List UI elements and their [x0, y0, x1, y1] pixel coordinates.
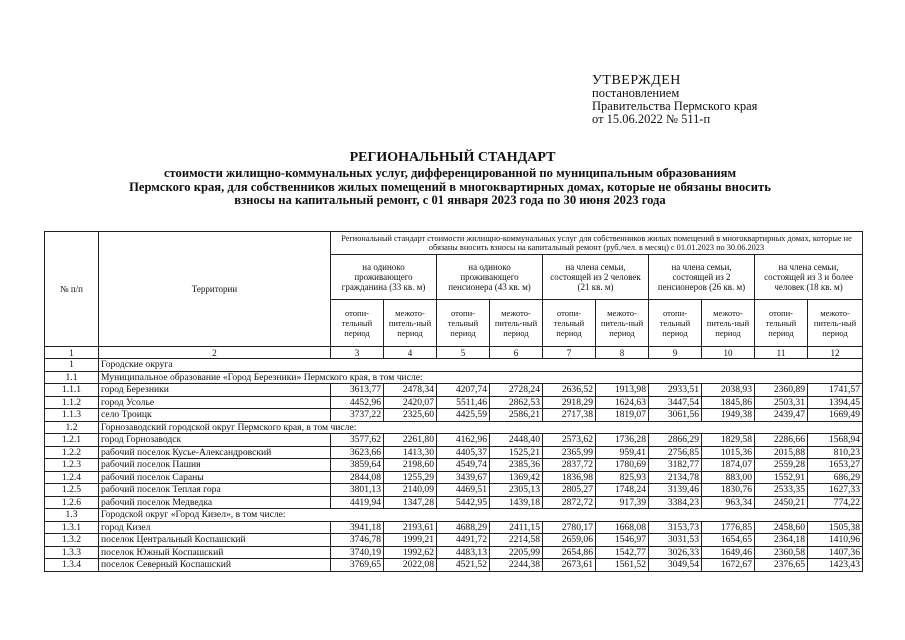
cost-value: 825,93: [596, 471, 649, 484]
cost-value: 2805,27: [543, 484, 596, 497]
column-number: 9: [649, 347, 702, 359]
territory-name: Городские округа: [99, 359, 863, 372]
cost-value: 1653,27: [808, 459, 863, 472]
cost-value: 1836,98: [543, 471, 596, 484]
cost-value: 1830,76: [702, 484, 755, 497]
cost-value: 2420,07: [384, 396, 437, 409]
cost-value: 1748,24: [596, 484, 649, 497]
row-number: 1.3.1: [45, 521, 99, 534]
cost-value: 4405,37: [437, 446, 490, 459]
header-group-3: на члена семьи, состоящей из 2 человек (21 кв. м): [543, 255, 649, 300]
cost-value: 2728,24: [490, 384, 543, 397]
cost-value: 1819,07: [596, 409, 649, 422]
row-number: 1: [45, 359, 99, 372]
cost-value: 2360,89: [755, 384, 808, 397]
row-number: 1.3: [45, 509, 99, 522]
row-number: 1.2.3: [45, 459, 99, 472]
cost-value: 2198,60: [384, 459, 437, 472]
cost-value: 2503,31: [755, 396, 808, 409]
table-row: [45, 496, 863, 509]
cost-value: 1668,08: [596, 521, 649, 534]
cost-value: 2022,08: [384, 559, 437, 572]
header-heating-period: отопи-тельный период: [437, 300, 490, 347]
cost-value: 1015,36: [702, 446, 755, 459]
cost-value: 2933,51: [649, 384, 702, 397]
column-number: 2: [99, 347, 331, 359]
row-number: 1.1.1: [45, 384, 99, 397]
cost-value: 2385,36: [490, 459, 543, 472]
cost-value: 1845,86: [702, 396, 755, 409]
table-row: [45, 421, 863, 434]
cost-value: 3031,53: [649, 534, 702, 547]
cost-value: 3139,46: [649, 484, 702, 497]
header-heating-period: отопи-тельный период: [543, 300, 596, 347]
approval-line1: УТВЕРЖДЕН: [592, 73, 681, 88]
cost-value: 2559,28: [755, 459, 808, 472]
cost-value: 2411,15: [490, 521, 543, 534]
cost-value: 3801,13: [331, 484, 384, 497]
cost-value: 1525,21: [490, 446, 543, 459]
cost-value: 2659,06: [543, 534, 596, 547]
cost-value: 2360,58: [755, 546, 808, 559]
cost-value: 2448,40: [490, 434, 543, 447]
cost-value: 4425,59: [437, 409, 490, 422]
territory-name: рабочий поселок Пашия: [99, 459, 331, 472]
cost-value: 3049,54: [649, 559, 702, 572]
cost-value: 3740,19: [331, 546, 384, 559]
cost-value: 4521,52: [437, 559, 490, 572]
cost-value: 1874,07: [702, 459, 755, 472]
cost-value: 3737,22: [331, 409, 384, 422]
territory-name: город Усолье: [99, 396, 331, 409]
cost-value: 4452,96: [331, 396, 384, 409]
cost-value: 1561,52: [596, 559, 649, 572]
cost-value: 3061,56: [649, 409, 702, 422]
cost-value: 2780,17: [543, 521, 596, 534]
cost-value: 2573,62: [543, 434, 596, 447]
column-number: 6: [490, 347, 543, 359]
row-number: 1.3.4: [45, 559, 99, 572]
cost-value: 2439,47: [755, 409, 808, 422]
table-row: [45, 371, 863, 384]
cost-value: 3384,23: [649, 496, 702, 509]
cost-value: 3026,33: [649, 546, 702, 559]
cost-value: 2533,35: [755, 484, 808, 497]
cost-value: 3746,78: [331, 534, 384, 547]
cost-value: 2134,78: [649, 471, 702, 484]
cost-value: 2717,38: [543, 409, 596, 422]
row-number: 1.2.6: [45, 496, 99, 509]
cost-value: 2673,61: [543, 559, 596, 572]
subtitle-line3: взносы на капитальный ремонт, с 01 января 2023 года по 30 июня 2023 года: [234, 193, 666, 207]
cost-value: 1407,36: [808, 546, 863, 559]
territory-name: рабочий поселок Медведка: [99, 496, 331, 509]
header-group-1: на одиноко проживающего гражданина (33 кв. м): [331, 255, 437, 300]
cost-value: 2837,72: [543, 459, 596, 472]
cost-value: 3182,77: [649, 459, 702, 472]
cost-value: 3859,64: [331, 459, 384, 472]
document-subtitle: [40, 167, 860, 208]
cost-value: 1913,98: [596, 384, 649, 397]
row-number: 1.2.4: [45, 471, 99, 484]
table-row: [45, 559, 863, 572]
cost-value: 774,22: [808, 496, 863, 509]
cost-value: 1552,91: [755, 471, 808, 484]
cost-value: 1672,67: [702, 559, 755, 572]
cost-value: 810,23: [808, 446, 863, 459]
cost-value: 2654,86: [543, 546, 596, 559]
cost-value: 1568,94: [808, 434, 863, 447]
cost-value: 1369,42: [490, 471, 543, 484]
column-number: 1: [45, 347, 99, 359]
document-title: РЕГИОНАЛЬНЫЙ СТАНДАРТ: [349, 150, 556, 165]
table-row: [45, 484, 863, 497]
cost-value: 1394,45: [808, 396, 863, 409]
cost-value: 2458,60: [755, 521, 808, 534]
header-nonheating-period: межото-питель-ный период: [384, 300, 437, 347]
column-number: 4: [384, 347, 437, 359]
table-row: [45, 409, 863, 422]
cost-value: 4207,74: [437, 384, 490, 397]
territory-name: село Троицк: [99, 409, 331, 422]
cost-value: 1949,38: [702, 409, 755, 422]
territory-name: город Березники: [99, 384, 331, 397]
subtitle-line1: стоимости жилищно-коммунальных услуг, дифференцированной по муниципальным образованиям: [163, 166, 737, 180]
territory-name: Городской округ «Город Кизел», в том числе:: [99, 509, 863, 522]
column-number: 3: [331, 347, 384, 359]
cost-value: 3769,65: [331, 559, 384, 572]
header-heating-period: отопи-тельный период: [649, 300, 702, 347]
cost-value: 3447,54: [649, 396, 702, 409]
cost-value: 2244,38: [490, 559, 543, 572]
cost-value: 3941,18: [331, 521, 384, 534]
cost-value: 4483,13: [437, 546, 490, 559]
row-number: 1.2.1: [45, 434, 99, 447]
cost-value: 1669,49: [808, 409, 863, 422]
territory-name: город Горнозаводск: [99, 434, 331, 447]
row-number: 1.1.2: [45, 396, 99, 409]
row-number: 1.2.5: [45, 484, 99, 497]
territory-name: рабочий поселок Сараны: [99, 471, 331, 484]
table-row: [45, 471, 863, 484]
cost-value: 1780,69: [596, 459, 649, 472]
header-standard: Региональный стандарт стоимости жилищно-коммунальных услуг для собственников жилых помещений в многоквартирных домах, которые не обязаны вносить взносы на капитальный ремонт (руб./чел. в месяц) с 01.01.2023 по 30.06.2023: [331, 232, 863, 255]
cost-value: 686,29: [808, 471, 863, 484]
row-number: 1.1.3: [45, 409, 99, 422]
cost-value: 2478,34: [384, 384, 437, 397]
table-row: [45, 396, 863, 409]
cost-value: 1624,63: [596, 396, 649, 409]
cost-value: 1776,85: [702, 521, 755, 534]
cost-value: 3623,66: [331, 446, 384, 459]
approval-stamp: [592, 74, 757, 126]
cost-value: 1410,96: [808, 534, 863, 547]
cost-value: 1992,62: [384, 546, 437, 559]
territory-name: Муниципальное образование «Город Березники» Пермского края, в том числе:: [99, 371, 863, 384]
cost-value: 4549,74: [437, 459, 490, 472]
cost-value: 2038,93: [702, 384, 755, 397]
subtitle-line2: Пермского края, для собственников жилых помещений в многоквартирных домах, которые не обязаны вносить: [129, 179, 771, 194]
column-number: 11: [755, 347, 808, 359]
row-number: 1.3.3: [45, 546, 99, 559]
standards-table: [44, 231, 863, 572]
cost-value: 2205,99: [490, 546, 543, 559]
table-row: [45, 434, 863, 447]
cost-value: 4162,96: [437, 434, 490, 447]
cost-value: 2015,88: [755, 446, 808, 459]
territory-name: поселок Южный Коспашский: [99, 546, 331, 559]
cost-value: 963,34: [702, 496, 755, 509]
header-nonheating-period: межото-питель-ный период: [596, 300, 649, 347]
table-row: [45, 546, 863, 559]
cost-value: 2193,61: [384, 521, 437, 534]
header-nonheating-period: межото-питель-ный период: [702, 300, 755, 347]
cost-value: 2918,29: [543, 396, 596, 409]
cost-value: 5511,46: [437, 396, 490, 409]
header-heating-period: отопи-тельный период: [331, 300, 384, 347]
cost-value: 3613,77: [331, 384, 384, 397]
cost-value: 2365,99: [543, 446, 596, 459]
cost-value: 2862,53: [490, 396, 543, 409]
row-number: 1.1: [45, 371, 99, 384]
cost-value: 1542,77: [596, 546, 649, 559]
cost-value: 4491,72: [437, 534, 490, 547]
approval-line2: постановлением: [592, 86, 680, 100]
cost-value: 2450,21: [755, 496, 808, 509]
cost-value: 2261,80: [384, 434, 437, 447]
cost-value: 917,39: [596, 496, 649, 509]
cost-value: 4419,94: [331, 496, 384, 509]
cost-value: 2844,08: [331, 471, 384, 484]
cost-value: 1546,97: [596, 534, 649, 547]
cost-value: 1999,21: [384, 534, 437, 547]
cost-value: 2376,65: [755, 559, 808, 572]
cost-value: 1627,33: [808, 484, 863, 497]
table-row: [45, 509, 863, 522]
header-nonheating-period: межото-питель-ный период: [808, 300, 863, 347]
approval-line4: от 15.06.2022 № 511-п: [592, 112, 711, 126]
territory-name: рабочий поселок Теплая гора: [99, 484, 331, 497]
cost-value: 2364,18: [755, 534, 808, 547]
cost-value: 4688,29: [437, 521, 490, 534]
cost-value: 2286,66: [755, 434, 808, 447]
territory-name: Горнозаводский городской округ Пермского края, в том числе:: [99, 421, 863, 434]
table-row: [45, 359, 863, 372]
cost-value: 959,41: [596, 446, 649, 459]
row-number: 1.2: [45, 421, 99, 434]
cost-value: 1736,28: [596, 434, 649, 447]
cost-value: 1423,43: [808, 559, 863, 572]
cost-value: 2140,09: [384, 484, 437, 497]
cost-value: 2305,13: [490, 484, 543, 497]
cost-value: 3577,62: [331, 434, 384, 447]
header-group-4: на члена семьи, состоящей из 2 пенсионеров (26 кв. м): [649, 255, 755, 300]
cost-value: 1413,30: [384, 446, 437, 459]
cost-value: 2756,85: [649, 446, 702, 459]
column-number: 5: [437, 347, 490, 359]
table-row: [45, 446, 863, 459]
cost-value: 883,00: [702, 471, 755, 484]
cost-value: 2325,60: [384, 409, 437, 422]
cost-value: 1347,28: [384, 496, 437, 509]
territory-name: рабочий поселок Кусье-Александровский: [99, 446, 331, 459]
cost-value: 2214,58: [490, 534, 543, 547]
cost-value: 1649,46: [702, 546, 755, 559]
table-row: [45, 384, 863, 397]
column-number: 7: [543, 347, 596, 359]
territory-name: поселок Центральный Коспашский: [99, 534, 331, 547]
approval-line3: Правительства Пермского края: [592, 99, 758, 113]
column-number: 8: [596, 347, 649, 359]
cost-value: 1255,29: [384, 471, 437, 484]
cost-value: 1654,65: [702, 534, 755, 547]
cost-value: 1439,18: [490, 496, 543, 509]
row-number: 1.2.2: [45, 446, 99, 459]
cost-value: 1505,38: [808, 521, 863, 534]
territory-name: поселок Северный Коспашский: [99, 559, 331, 572]
header-heating-period: отопи-тельный период: [755, 300, 808, 347]
column-number: 12: [808, 347, 863, 359]
cost-value: 3153,73: [649, 521, 702, 534]
cost-value: 2872,72: [543, 496, 596, 509]
cost-value: 3439,67: [437, 471, 490, 484]
header-no: № п/п: [45, 232, 99, 347]
header-group-5: на члена семьи, состоящей из 3 и более человек (18 кв. м): [755, 255, 863, 300]
column-number: 10: [702, 347, 755, 359]
cost-value: 4469,51: [437, 484, 490, 497]
territory-name: город Кизел: [99, 521, 331, 534]
table-row: [45, 521, 863, 534]
cost-value: 5442,95: [437, 496, 490, 509]
header-group-2: на одиноко проживающего пенсионера (43 кв. м): [437, 255, 543, 300]
cost-value: 2866,29: [649, 434, 702, 447]
header-territory: Территории: [99, 232, 331, 347]
cost-value: 2636,52: [543, 384, 596, 397]
cost-value: 1741,57: [808, 384, 863, 397]
table-row: [45, 534, 863, 547]
row-number: 1.3.2: [45, 534, 99, 547]
header-nonheating-period: межото-питель-ный период: [490, 300, 543, 347]
table-row: [45, 459, 863, 472]
cost-value: 1829,58: [702, 434, 755, 447]
cost-value: 2586,21: [490, 409, 543, 422]
